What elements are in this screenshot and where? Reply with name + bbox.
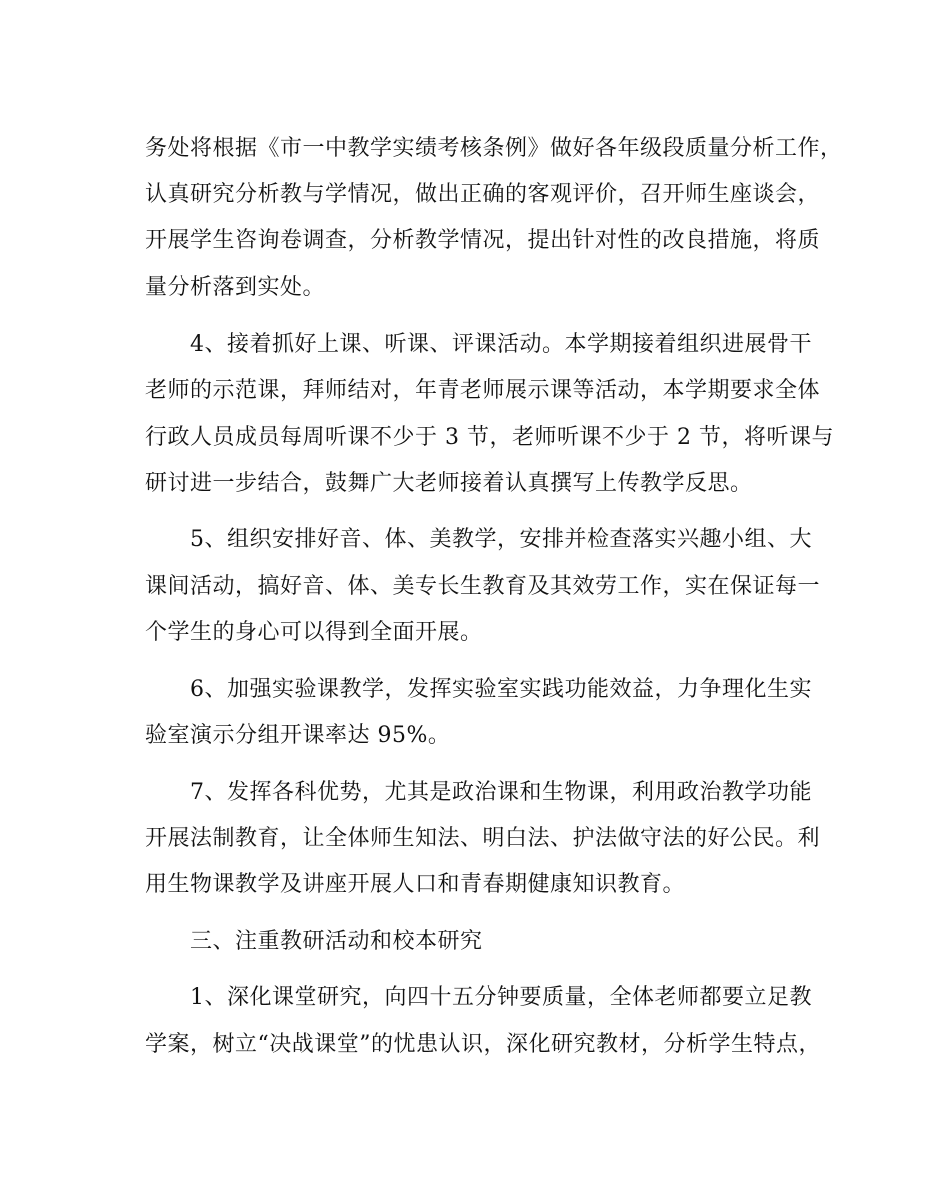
text-line: 研讨进一步结合，鼓舞广大老师接着认真撰写上传教学反思。 [145,471,753,496]
text-line: 量分析落到实处。 [145,275,326,300]
text-line: 开展学生咨询卷调查，分析教学情况，提出针对性的改良措施，将质 [145,228,821,253]
text-line: 个学生的身心可以得到全面开展。 [145,620,483,645]
text-line: 学案，树立“决战课堂”的忧患认识，深化研究教材，分析学生特点， [145,1032,821,1057]
paragraph-7-start: 7、发挥各科优势，尤其是政治课和生物课，利用政治教学功能 [190,780,812,805]
text-line: 行政人员成员每周听课不少于 3 节，老师听课不少于 2 节，将听课与 [145,425,834,450]
text-line: 务处将根据《市一中教学实绩考核条例》做好各年级段质量分析工作， [145,136,843,161]
text-line: 验室演示分组开课率达 95%。 [145,723,451,748]
text-line: 用生物课教学及讲座开展人口和青春期健康知识教育。 [145,872,686,897]
paragraph-5-start: 5、组织安排好音、体、美教学，安排并检查落实兴趣小组、大 [190,527,812,552]
text-line: 老师的示范课，拜师结对，年青老师展示课等活动，本学期要求全体 [145,378,821,403]
paragraph-1-start: 1、深化课堂研究，向四十五分钟要质量，全体老师都要立足教 [190,985,812,1010]
section-heading: 三、注重教研活动和校本研究 [190,929,483,954]
paragraph-6-start: 6、加强实验课教学，发挥实验室实践功能效益，力争理化生实 [190,677,812,702]
text-line: 开展法制教育，让全体师生知法、明白法、护法做守法的好公民。利 [145,826,821,851]
text-line: 课间活动，搞好音、体、美专长生教育及其效劳工作，实在保证每一 [145,574,821,599]
text-line: 认真研究分析教与学情况，做出正确的客观评价，召开师生座谈会， [145,182,821,207]
paragraph-4-start: 4、接着抓好上课、听课、评课活动。本学期接着组织进展骨干 [190,332,812,357]
